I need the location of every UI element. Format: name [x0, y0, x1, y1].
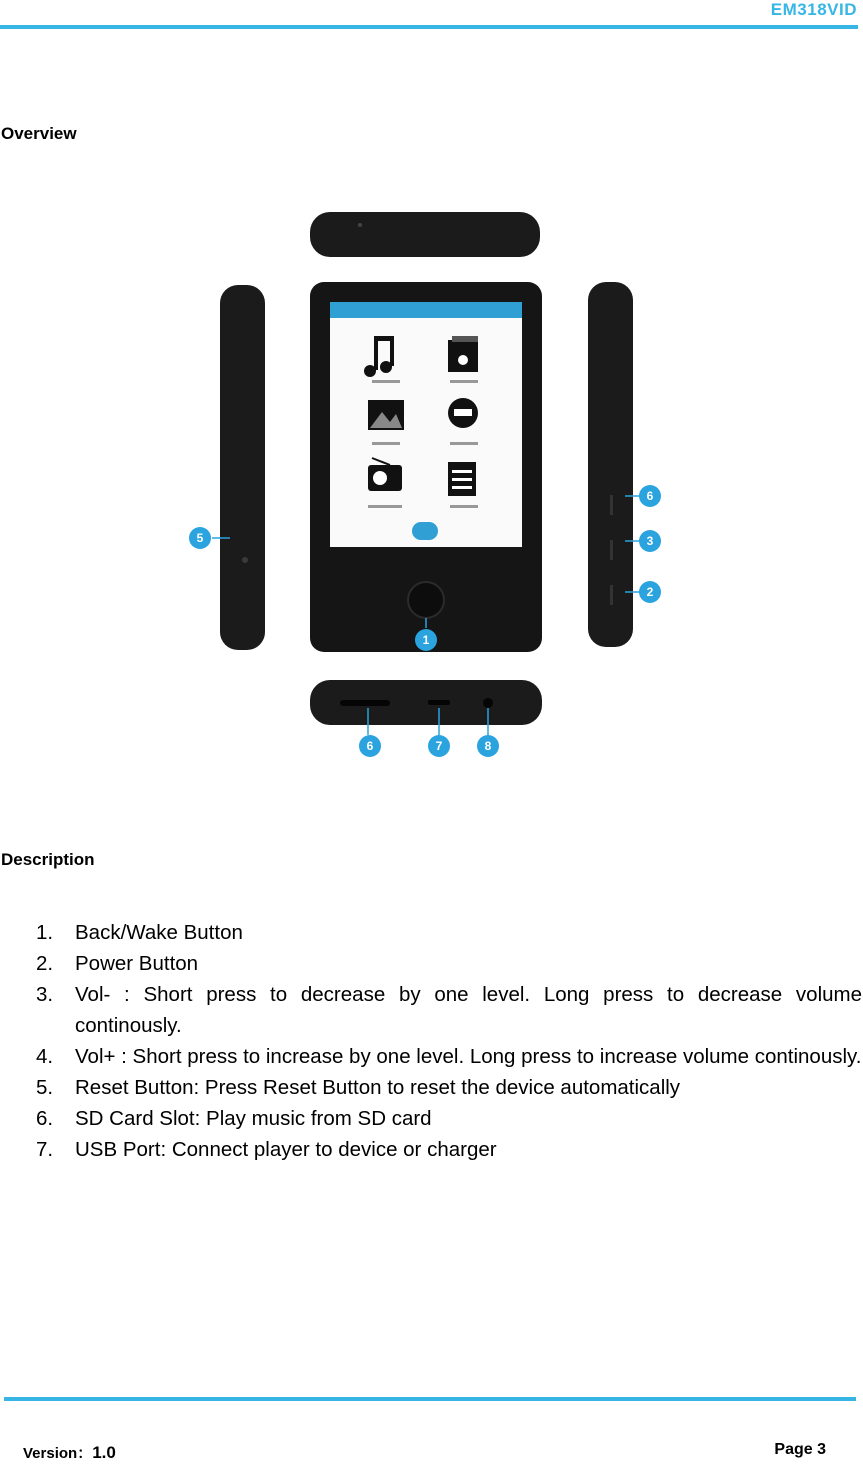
page-number: Page 3 [774, 1441, 826, 1458]
list-item [36, 1134, 862, 1165]
description-heading: Description [1, 850, 95, 869]
list-item-text: SD Card Slot: Play music from SD card [75, 1107, 432, 1130]
device-overview-figure [150, 200, 710, 770]
callout-6-label: 6 [646, 489, 654, 503]
list-item [36, 948, 862, 979]
list-item-text: USB Port: Connect player to device or charger [75, 1138, 497, 1161]
list-item-number: 2. [36, 952, 54, 975]
list-item-text: Back/Wake Button [75, 921, 243, 944]
version-number: 1.0 [92, 1443, 116, 1462]
list-item-number: 7. [36, 1138, 54, 1161]
callout-3-label: 3 [646, 534, 654, 548]
list-item-text: Vol+ : Short press to increase by one level. Long press to increase volume continously. [75, 1045, 862, 1068]
device-front-view [310, 282, 542, 652]
version-prefix: Version： [23, 1445, 93, 1462]
callout-5-label: 5 [196, 531, 204, 545]
callout-8-label: 8 [484, 739, 492, 753]
description-list [36, 917, 862, 1165]
list-item-text: Vol- : Short press to decrease by one level. Long press to decrease volume continously. [75, 983, 862, 1037]
header-rule [0, 25, 858, 29]
callout-1-label: 1 [422, 633, 430, 647]
list-item [36, 1072, 862, 1103]
footer-rule [4, 1397, 856, 1401]
list-item-text: Power Button [75, 952, 199, 975]
list-item-number: 1. [36, 921, 54, 944]
list-item-text: Reset Button: Press Reset Button to reset the device automatically [75, 1076, 681, 1099]
device-left-side-view [220, 285, 265, 650]
record-icon [448, 398, 478, 428]
version-label [23, 1442, 116, 1463]
list-item-number: 4. [36, 1045, 54, 1068]
photo-icon [368, 400, 404, 430]
list-item-number: 3. [36, 983, 54, 1006]
overview-heading: Overview [1, 124, 77, 143]
callout-2-label: 2 [646, 585, 654, 599]
list-item [36, 1041, 862, 1072]
callout-7-label: 7 [435, 739, 443, 753]
device-bottom-view [310, 680, 542, 725]
callout-6b-label: 6 [366, 739, 374, 753]
clock-icon [448, 462, 476, 496]
list-item [36, 979, 862, 1041]
list-item [36, 1103, 862, 1134]
device-top-view [310, 212, 540, 257]
document-model-code: EM318VID [770, 0, 857, 19]
list-item [36, 917, 862, 948]
list-item-number: 5. [36, 1076, 54, 1099]
video-icon [448, 336, 478, 372]
list-item-number: 6. [36, 1107, 54, 1130]
